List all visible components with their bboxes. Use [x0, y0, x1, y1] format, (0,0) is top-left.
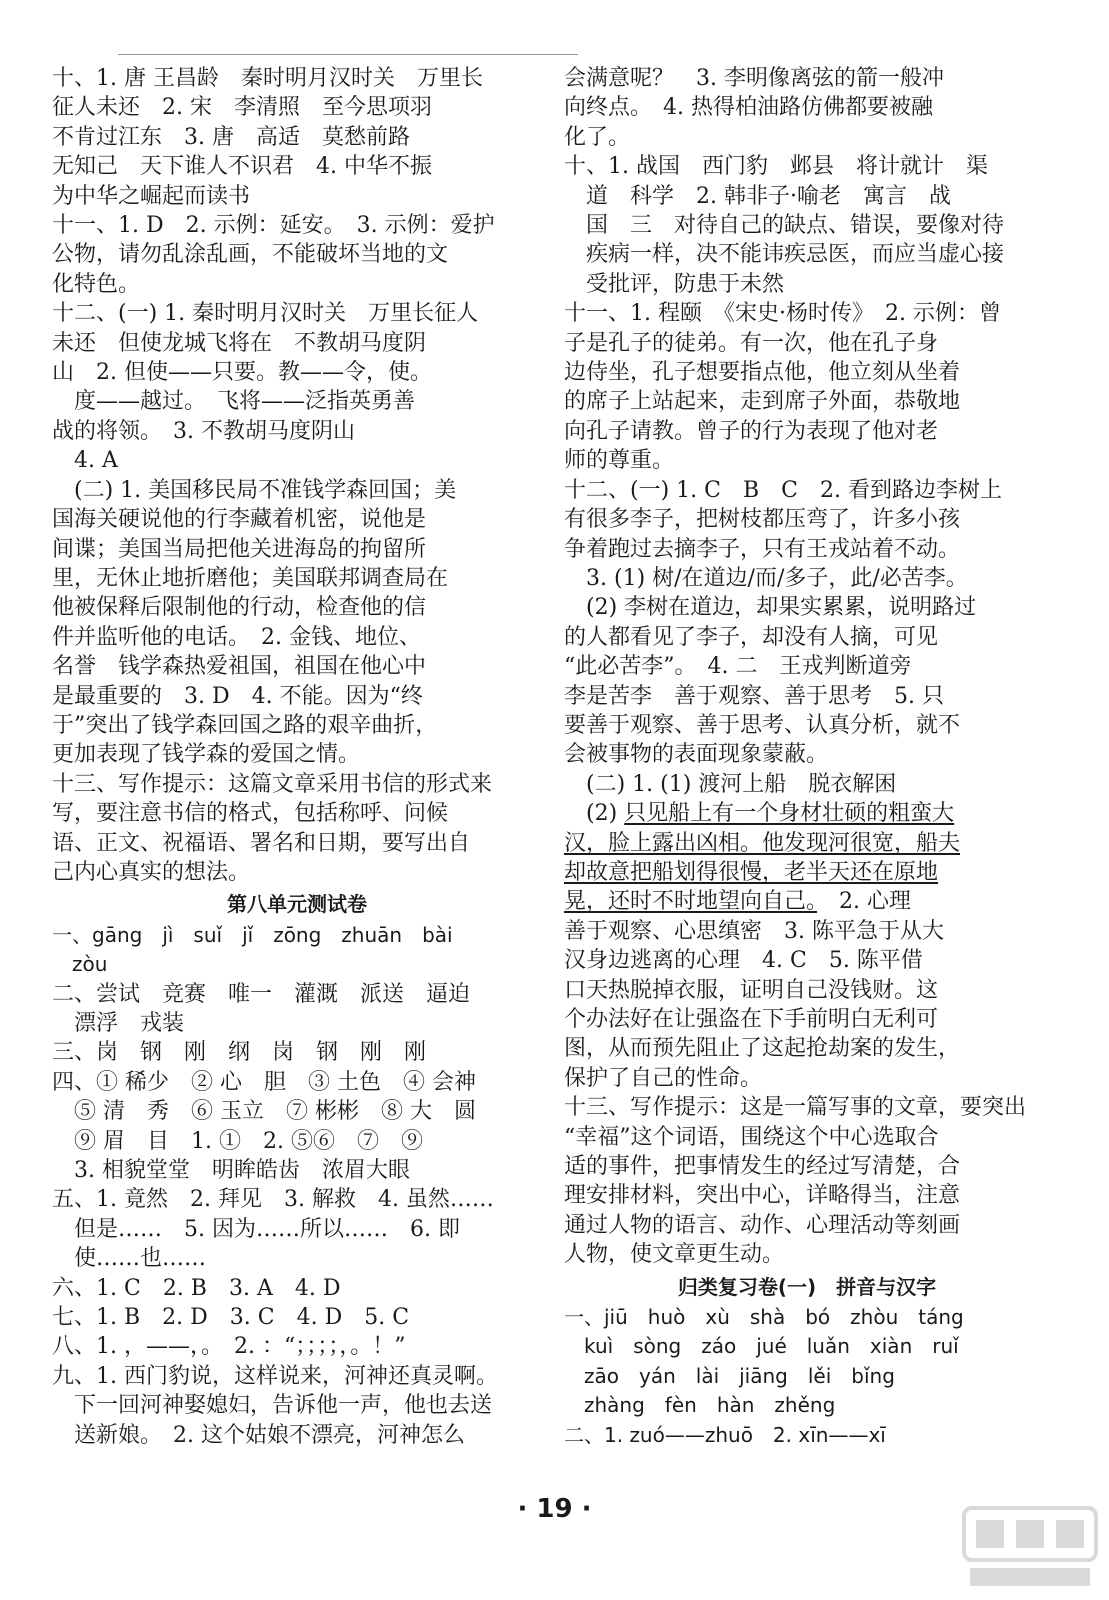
answer-line — [564, 858, 1050, 887]
answer-line: 但是…… 5. 因为……所以…… 6. 即 — [52, 1216, 460, 1242]
answer-line: 要善于观察、善于思考、认真分析，就不 — [564, 712, 961, 738]
answer-line: 下一回河神娶媳妇，告诉他一声，他也去送 — [52, 1393, 493, 1419]
answer-line: 通过人物的语言、动作、心理活动等刻画 — [564, 1212, 961, 1238]
answer-line — [564, 799, 1050, 828]
answer-line: 名誉 钱学森热爱祖国，祖国在他心中 — [52, 654, 427, 680]
answer-line: ⑨ 眉 目 1. ① 2. ⑤⑥ ⑦ ⑨ — [52, 1128, 423, 1154]
page-number: · 19 · — [517, 1494, 592, 1524]
answer-line: 里，无休止地折磨他；美国联邦调查局在 — [52, 565, 449, 591]
answer-line: 化了。 — [564, 124, 631, 150]
answer-line: 会被事物的表面现象蒙蔽。 — [564, 742, 829, 768]
answer-line: 向孔子请教。曾子的行为表现了他对老 — [564, 418, 939, 444]
answer-line: 无知己 天下谁人不识君 4. 中华不振 — [52, 154, 432, 180]
answer-line: (二) 1. (1) 渡河上船 脱衣解困 — [564, 771, 897, 797]
pinyin-answer-line: zāo yán lài jiāng lěi bǐng — [564, 1363, 895, 1388]
pinyin-answer-line: zhàng fèn hàn zhěng — [564, 1393, 836, 1418]
answer-line: 3. 相貌堂堂 明眸皓齿 浓眉大眼 — [52, 1158, 410, 1184]
answer-line: 十一、1. 程颐 《宋史·杨时传》 2. 示例：曾 — [564, 301, 1001, 327]
answer-line: 4. A — [52, 448, 118, 474]
answer-line: 度——越过。 飞将——泛指英勇善 — [52, 389, 416, 415]
answer-line: 五、1. 竟然 2. 拜见 3. 解救 4. 虽然…… — [52, 1187, 494, 1213]
answer-line: 十、1. 唐 王昌龄 秦时明月汉时关 万里长 — [52, 66, 483, 91]
answer-line: 十、1. 战国 西门豹 邺县 将计就计 渠 — [564, 154, 988, 180]
answer-line: 件并监听他的电话。 2. 金钱、地位、 — [52, 624, 421, 650]
answer-line: 3. (1) 树/在道边/而/多子，此/必苦李。 — [564, 565, 968, 591]
answer-line: 十二、(一) 1. 秦时明月汉时关 万里长征人 — [52, 301, 479, 327]
answer-line: 保护了自己的性命。 — [564, 1065, 763, 1091]
answer-line: 更加表现了钱学森的爱国之情。 — [52, 742, 361, 768]
pinyin-answer-line: 一、gāng jì suǐ jǐ zōng zhuān bài — [52, 922, 453, 947]
answer-line: 战的将领。 3. 不教胡马度阴山 — [52, 418, 355, 444]
pinyin-answer-line: 一、jiū huò xù shà bó zhòu táng — [564, 1305, 964, 1330]
answer-line: 道 科学 2. 韩非子·喻老 寓言 战 — [564, 183, 951, 209]
pinyin-answer-line: zòu — [52, 952, 108, 977]
right-column — [564, 64, 1050, 1450]
answer-line: 十二、(一) 1. C B C 2. 看到路边李树上 — [564, 477, 1002, 503]
answer-suffix: 2. 心理 — [817, 889, 911, 915]
answer-line: 六、1. C 2. B 3. A 4. D — [52, 1275, 341, 1301]
answer-line: 九、1. 西门豹说，这样说来，河神还真灵啊。 — [52, 1363, 498, 1389]
answer-line: 李是苦李 善于观察、善于思考 5. 只 — [564, 683, 944, 709]
answer-line: 二、尝试 竞赛 唯一 灌溉 派送 逼迫 — [52, 981, 471, 1007]
answer-line: 山 2. 但使——只要。教——令，使。 — [52, 360, 432, 386]
left-column — [52, 64, 542, 1450]
watermark-logo — [960, 1500, 1100, 1596]
answer-line: (2) 李树在道边，却果实累累，说明路过 — [564, 595, 977, 621]
answer-line: (二) 1. 美国移民局不准钱学森回国；美 — [52, 477, 457, 503]
answer-prefix: (2) — [564, 801, 625, 827]
answer-line: 的人都看见了李子，却没有人摘，可见 — [564, 624, 939, 650]
answer-line: 口天热脱掉衣服，证明自己没钱财。这 — [564, 977, 939, 1003]
answer-line: 人物，使文章更生动。 — [564, 1242, 785, 1268]
answer-line: 善于观察、心思缜密 3. 陈平急于从大 — [564, 918, 944, 944]
answer-line: 国 三 对待自己的缺点、错误，要像对待 — [564, 213, 1005, 239]
answer-line: 送新娘。 2. 这个姑娘不漂亮，河神怎么 — [52, 1422, 465, 1448]
answer-line: 适的事件，把事情发生的经过写清楚，合 — [564, 1154, 961, 1180]
answer-line: 十三、写作提示：这篇文章采用书信的形式来 — [52, 771, 493, 797]
answer-line: 己内心真实的想法。 — [52, 859, 251, 885]
answer-line: 于”突出了钱学森回国之路的艰辛曲折， — [52, 712, 438, 738]
answer-line: 七、1. B 2. D 3. C 4. D 5. C — [52, 1305, 410, 1331]
answer-line: 三、岗 钢 刚 纲 岗 钢 刚 刚 — [52, 1040, 427, 1066]
answer-line: 图，从而预先阻止了这起抢劫案的发生， — [564, 1036, 961, 1062]
answer-line: 向终点。 4. 热得柏油路仿佛都要被融 — [564, 95, 933, 121]
answer-line: 会满意呢？ 3. 李明像离弦的箭一般冲 — [564, 66, 944, 91]
answer-line: 争着跑过去摘李子，只有王戎站着不动。 — [564, 536, 961, 562]
answer-line: 间谍；美国当局把他关进海岛的拘留所 — [52, 536, 427, 562]
section-title: 第八单元测试卷 — [227, 892, 367, 917]
answer-line: 写，要注意书信的格式，包括称呼、问候 — [52, 801, 449, 827]
answer-line: ⑤ 清 秀 ⑥ 玉立 ⑦ 彬彬 ⑧ 大 圆 — [52, 1099, 476, 1125]
answer-line: 疾病一样，决不能讳疾忌医，而应当虚心接 — [564, 242, 1005, 268]
answer-line: 征人未还 2. 宋 李清照 至今思项羽 — [52, 95, 432, 121]
answer-line: 为中华之崛起而读书 — [52, 183, 251, 209]
answer-line — [564, 887, 1050, 916]
answer-line: 十一、1. D 2. 示例：延安。 3. 示例：爱护 — [52, 213, 495, 239]
answer-line: 是最重要的 3. D 4. 不能。因为“终 — [52, 683, 423, 709]
answer-line: “幸福”这个词语，围绕这个中心选取合 — [564, 1124, 939, 1150]
answer-line: 子是孔子的徒弟。有一次，他在孔子身 — [564, 330, 939, 356]
top-rule-line — [118, 54, 578, 55]
underlined-quote: 晃，还时不时地望向自己。 — [564, 889, 818, 915]
section-title: 归类复习卷(一) 拼音与汉字 — [677, 1274, 937, 1299]
answer-line: 师的尊重。 — [564, 448, 675, 474]
answer-line: 八、1. ，——，。 2. ：“；；；；，。！” — [52, 1334, 406, 1360]
answer-line: 使……也…… — [52, 1246, 207, 1272]
answer-line: “此必苦李”。 4. 二 王戎判断道旁 — [564, 654, 912, 680]
answer-line: 未还 但使龙城飞将在 不教胡马度阴 — [52, 330, 427, 356]
underlined-quote: 只见船上有一个身材壮硕的粗蛮大 — [624, 801, 955, 827]
answer-line: 漂浮 戎装 — [52, 1011, 185, 1036]
underlined-quote: 汉，脸上露出凶相。他发现河很宽，船夫 — [564, 830, 961, 856]
pinyin-answer-line: kuì sòng záo jué luǎn xiàn ruǐ — [564, 1334, 959, 1359]
answer-line: 他被保释后限制他的行动，检查他的信 — [52, 595, 427, 621]
answer-line: 个办法好在让强盗在下手前明白无利可 — [564, 1007, 939, 1032]
answer-line: 公物，请勿乱涂乱画，不能破坏当地的文 — [52, 242, 449, 268]
answer-line: 国海关硬说他的行李藏着机密，说他是 — [52, 507, 427, 533]
pinyin-answer-line: 二、1. zuó——zhuō 2. xīn——xī — [564, 1422, 886, 1447]
underlined-quote: 却故意把船划得很慢，老半天还在原地 — [564, 859, 939, 885]
answer-line — [564, 829, 1050, 858]
answer-line: 十三、写作提示：这是一篇写事的文章，要突出 — [564, 1095, 1027, 1121]
answer-line: 汉身边逃离的心理 4. C 5. 陈平借 — [564, 948, 923, 974]
answer-line: 化特色。 — [52, 271, 141, 297]
answer-line: 不肯过江东 3. 唐 高适 莫愁前路 — [52, 124, 410, 150]
answer-line: 的席子上站起来，走到席子外面，恭敬地 — [564, 389, 961, 415]
answer-line: 理安排材料，突出中心，详略得当，注意 — [564, 1183, 961, 1209]
answer-line: 边侍坐，孔子想要指点他，他立刻从坐着 — [564, 360, 961, 386]
answer-line: 四、① 稀少 ② 心 胆 ③ 土色 ④ 会神 — [52, 1069, 476, 1095]
answer-line: 有很多李子，把树枝都压弯了，许多小孩 — [564, 507, 961, 533]
answer-line: 语、正文、祝福语、署名和日期，要写出自 — [52, 830, 471, 856]
answer-line: 受批评，防患于未然 — [564, 271, 785, 297]
